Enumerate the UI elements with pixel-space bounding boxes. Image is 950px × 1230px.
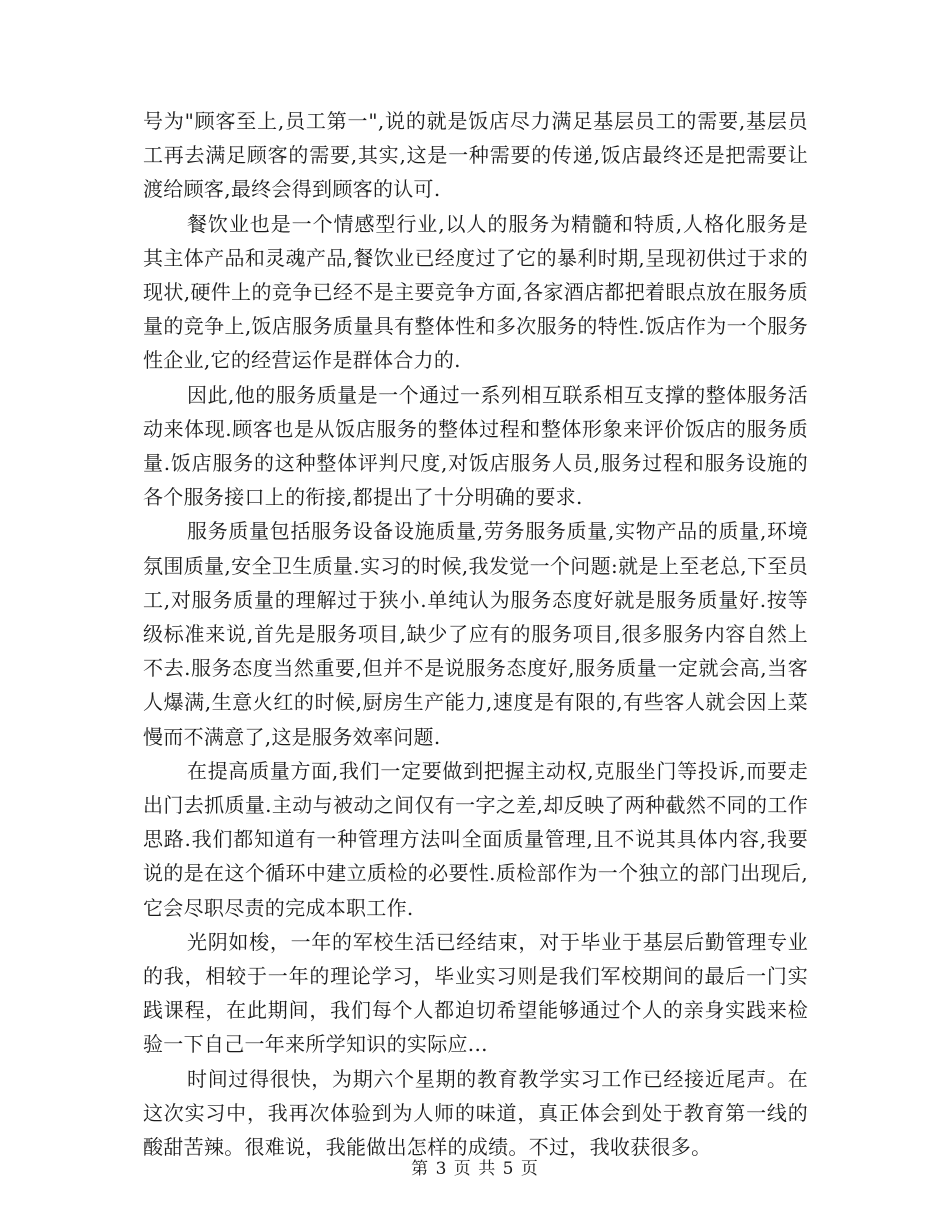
paragraph-7: 时间过得很快，为期六个星期的教育教学实习工作已经接近尾声。在这次实习中，我再次体验到为人师的味道，真正体会到处于教育第一线的酸甜苦辣。很难说，我能做出怎样的成绩。不过，我收获很多。 xyxy=(143,1066,808,1160)
paragraph-5: 在提高质量方面,我们一定要做到把握主动权,克服坐门等投诉,而要走出门去抓质量.主动与被动之间仅有一字之差,却反映了两种截然不同的工作思路.我们都知道有一种管理方法叫全面质量管理,且不说其具体内容,我要说的是在这个循环中建立质检的必要性.质检部作为一个独立的部门出现后,它会尽职尽责的完成本职工作. xyxy=(143,758,808,920)
paragraph-3: 因此,他的服务质量是一个通过一系列相互联系相互支撑的整体服务活动来体现.顾客也是从饭店服务的整体过程和整体形象来评价饭店的服务质量.饭店服务的这种整体评判尺度,对饭店服务人员,服务过程和服务设施的各个服务接口上的衔接,都提出了十分明确的要求. xyxy=(143,382,808,510)
paragraph-4: 服务质量包括服务设备设施质量,劳务服务质量,实物产品的质量,环境氛围质量,安全卫生质量.实习的时候,我发觉一个问题:就是上至老总,下至员工,对服务质量的理解过于狭小.单纯认为服务态度好就是服务质量好.按等级标准来说,首先是服务项目,缺少了应有的服务项目,很多服务内容自然上不去.服务态度当然重要,但并不是说服务态度好,服务质量一定就会高,当客人爆满,生意火红的时候,厨房生产能力,速度是有限的,有些客人就会因上菜慢而不满意了,这是服务效率问题. xyxy=(143,519,808,749)
paragraph-1: 号为"顾客至上,员工第一",说的就是饭店尽力满足基层员工的需要,基层员工再去满足顾客的需要,其实,这是一种需要的传递,饭店最终还是把需要让渡给顾客,最终会得到顾客的认可. xyxy=(143,109,808,202)
page-number-footer: 第 3 页 共 5 页 xyxy=(411,1159,539,1179)
document-body xyxy=(143,104,808,1164)
paragraph-6: 光阴如梭，一年的军校生活已经结束，对于毕业于基层后勤管理专业的我，相较于一年的理论学习，毕业实习则是我们军校期间的最后一门实践课程，在此期间，我们每个人都迫切希望能够通过个人的亲身实践来检验一下自己一年来所学知识的实际应... xyxy=(143,929,808,1057)
paragraph-2: 餐饮业也是一个情感型行业,以人的服务为精髓和特质,人格化服务是其主体产品和灵魂产品,餐饮业已经度过了它的暴利时期,呈现初供过于求的现状,硬件上的竞争已经不是主要竞争方面,各家酒店都把着眼点放在服务质量的竞争上,饭店服务质量具有整体性和多次服务的特性.饭店作为一个服务性企业,它的经营运作是群体合力的. xyxy=(143,211,808,373)
